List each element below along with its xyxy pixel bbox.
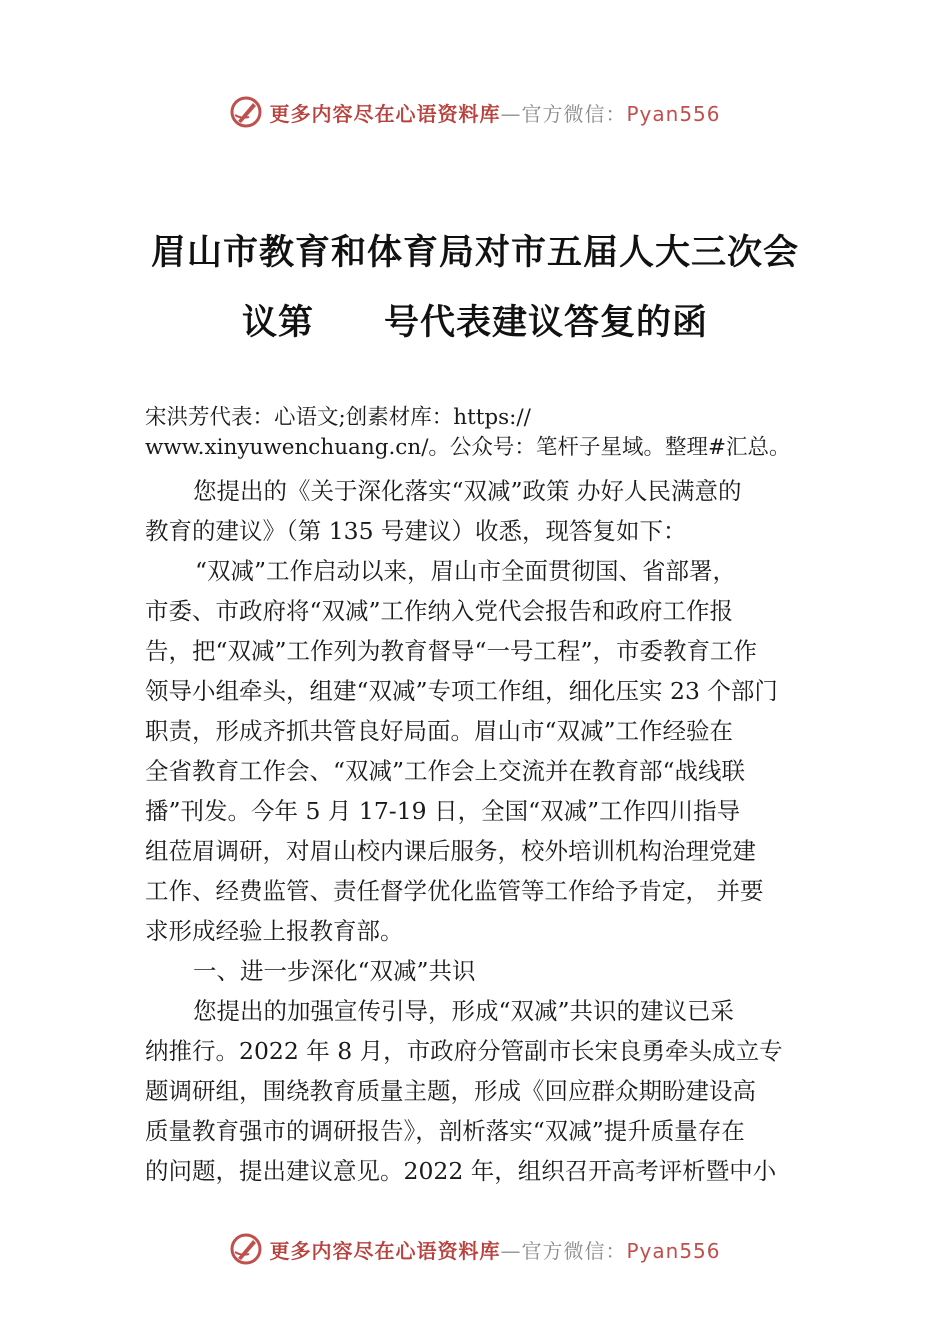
footer-watermark [0,1232,950,1266]
body-line: 工作、经费监管、责任督学优化监管等工作给予肯定， 并要 [145,877,764,905]
quill-logo-icon [229,1232,263,1266]
watermark-brand: 更多内容尽在心语资料库 [269,101,501,126]
body-line: 职责，形成齐抓共管良好局面。眉山市“双减”工作经验在 [145,717,734,745]
body-line: 纳推行。2022 年 8 月，市政府分管副市长宋良勇牵头成立专 [145,1037,783,1065]
body-line: “双减”工作启动以来，眉山市全面贯彻国、省部署， [195,557,737,585]
body-line: 宋洪芳代表：心语文;创素材库：https:// [145,405,531,430]
watermark-separator: — [500,101,522,126]
watermark-wechat-id: Pyan556 [626,1238,721,1263]
body-line: 全省教育工作会、“双减”工作会上交流并在教育部“战线联 [145,757,746,785]
document-body [145,403,835,1191]
body-line: 题调研组，围绕教育质量主题，形成《回应群众期盼建设高 [145,1077,756,1105]
document-title-line-1: 眉山市教育和体育局对市五届人大三次会 [150,232,799,273]
body-line: 质量教育强市的调研报告》，剖析落实“双减”提升质量存在 [145,1117,745,1145]
body-line: 的问题，提出建议意见。2022 年，组织召开高考评析暨中小 [145,1157,777,1185]
body-line: 告，把“双减”工作列为教育督导“一号工程”，市委教育工作 [145,637,758,665]
document-title-line-2 [0,295,950,345]
section-heading: 一、进一步深化“双减”共识 [193,957,476,985]
body-line: 组莅眉调研，对眉山校内课后服务，校外培训机构治理党建 [145,837,756,865]
title-line2-left: 议第 [241,302,314,343]
body-line: www.xinyuwenchuang.cn/。公众号：笔杆子星域。整理#汇总。 [145,435,791,460]
quill-logo-icon [229,95,263,129]
watermark-text [269,1235,720,1264]
watermark-separator: — [500,1238,522,1263]
body-line: 播”刊发。今年 5 月 17-19 日，全国“双减”工作四川指导 [145,797,741,825]
body-line: 您提出的加强宣传引导，形成“双减”共识的建议已采 [193,997,735,1025]
watermark-text [269,98,720,127]
watermark-wechat-label: 官方微信： [521,101,627,126]
body-line: 市委、市政府将“双减”工作纳入党代会报告和政府工作报 [145,597,734,625]
watermark-wechat-label: 官方微信： [521,1238,627,1263]
watermark-wechat-id: Pyan556 [626,101,721,126]
body-line: 教育的建议》（第 135 号建议）收悉，现答复如下： [145,517,687,545]
body-line: 求形成经验上报教育部。 [145,917,404,945]
body-line: 您提出的《关于深化落实“双减”政策 办好人民满意的 [193,477,742,505]
title-line2-right: 号代表建议答复的函 [384,302,709,343]
body-line: 领导小组牵头，组建“双减”专项工作组，细化压实 23 个部门 [145,677,778,705]
watermark-brand: 更多内容尽在心语资料库 [269,1238,501,1263]
header-watermark [0,95,950,129]
